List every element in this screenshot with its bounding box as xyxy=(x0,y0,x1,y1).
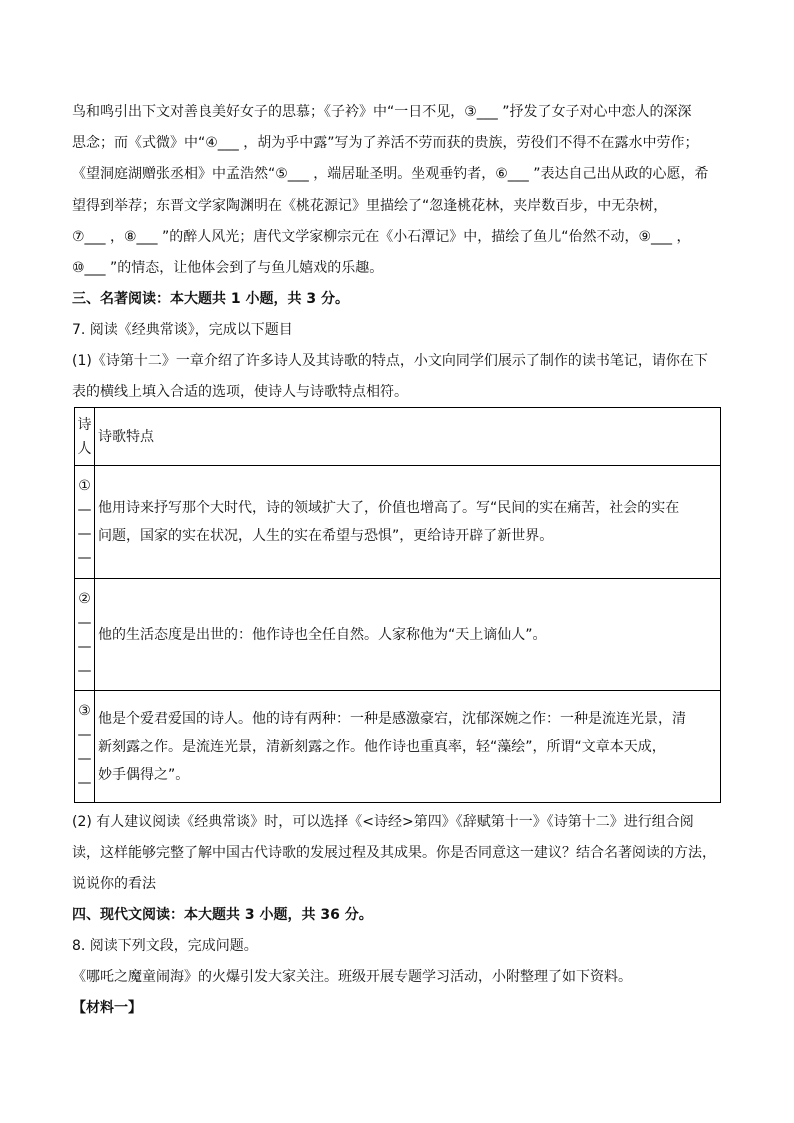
row-marker: ② xyxy=(78,590,91,607)
question-7-part2-line-2: 读，这样能够完整了解中国古代诗歌的发展过程及其成果。你是否同意这一建议？结合名著阅读的方法， xyxy=(72,845,716,861)
blank-line: — xyxy=(77,526,92,542)
feature-header-cell: 诗歌特点 xyxy=(95,408,721,466)
feature-line: 新刻露之作。是流连光景，清新刻露之作。他作诗也重真率，轻“藻绘”，所谓“文章本天成， xyxy=(98,738,666,755)
material-one-label: 【材料一】 xyxy=(72,1000,142,1016)
poet-header-cell xyxy=(75,408,95,466)
question-7-part1-line-2: 表的横线上填入合适的选项，使诗人与诗歌特点相符。 xyxy=(72,384,408,400)
question-7-title: 7. 阅读《经典常谈》，完成以下题目 xyxy=(72,322,293,338)
blank-line: — xyxy=(77,726,92,743)
recitation-line-2: 思念；而《式微》中“④___ ，胡为乎中露”写为了养活不劳而获的贵族，劳役们不得不在露水中劳作； xyxy=(72,135,699,151)
table-row xyxy=(75,579,721,691)
poet-blank-1[interactable] xyxy=(75,466,95,579)
poet-header-char: 诗 xyxy=(77,416,92,433)
feature-line: 他用诗来抒写那个大时代，诗的领域扩大了，价值也增高了。写“民间的实在痛苦，社会的实在 xyxy=(98,500,680,516)
feature-cell xyxy=(95,466,721,579)
section-4-heading: 四、现代文阅读：本大题共 3 小题，共 36 分。 xyxy=(72,907,373,923)
table-row xyxy=(75,691,721,803)
poet-feature-table xyxy=(74,407,721,803)
feature-cell xyxy=(95,579,721,691)
blank-line: — xyxy=(77,774,92,791)
question-8-intro: 《哪吒之魔童闹海》的火爆引发大家关注。班级开展专题学习活动，小附整理了如下资料。 xyxy=(72,969,632,985)
poet-blank-2[interactable] xyxy=(75,579,95,691)
blank-line: — xyxy=(77,662,92,679)
question-7-part1-line-1: (1)《诗第十二》一章介绍了许多诗人及其诗歌的特点，小文向同学们展示了制作的读书笔记，请你在下 xyxy=(72,353,708,369)
feature-line: 问题，国家的实在状况，人生的实在希望与恐惧”，更给诗开辟了新世界。 xyxy=(98,528,554,544)
recitation-line-3: 《望洞庭湖赠张丞相》中孟浩然“⑤___ ，端居耻圣明。坐观垂钓者，⑥___ ”表达自己出从政的心愿，希 xyxy=(72,166,709,182)
row-marker: ① xyxy=(78,478,91,494)
question-7-part2-line-3: 说说你的看法 xyxy=(72,876,156,892)
recitation-line-5: ⑦___ ，⑧___ ”的醉人风光；唐代文学家柳宗元在《小石潭记》中，描绘了鱼儿“佁然不动，⑨___ ， xyxy=(72,229,691,245)
blank-line: — xyxy=(77,750,92,767)
question-8-title: 8. 阅读下列文段，完成问题。 xyxy=(72,938,258,954)
poet-blank-3[interactable] xyxy=(75,691,95,803)
row-marker: ③ xyxy=(78,702,91,719)
blank-line: — xyxy=(77,614,92,631)
blank-line: — xyxy=(77,502,92,518)
feature-line: 妙手偶得之”。 xyxy=(98,766,190,783)
poet-header-char: 人 xyxy=(77,440,92,457)
feature-cell xyxy=(95,691,721,803)
question-7-part2-line-1: (2) 有人建议阅读《经典常谈》时，可以选择《<诗经>第四》《辞赋第十一》《诗第十二》进行组合阅 xyxy=(72,814,694,830)
blank-line: — xyxy=(77,550,92,566)
section-3-heading: 三、名著阅读：本大题共 1 小题，共 3 分。 xyxy=(72,291,349,307)
blank-line: — xyxy=(77,638,92,655)
table-header-row xyxy=(75,408,721,466)
recitation-line-4: 望得到举荐；东晋文学家陶渊明在《桃花源记》里描绘了“忽逢桃花林，夹岸数百步，中无杂树， xyxy=(72,198,668,214)
feature-line: 他是个爱君爱国的诗人。他的诗有两种：一种是感激豪宕，沈郁深婉之作：一种是流连光景，清 xyxy=(98,710,686,727)
table-row xyxy=(75,466,721,579)
recitation-line-6: ⑩___ ”的情态，让他体会到了与鱼儿嬉戏的乐趣。 xyxy=(72,260,384,276)
feature-line: 他的生活态度是出世的：他作诗也全任自然。人家称他为“天上谪仙人”。 xyxy=(98,626,547,643)
recitation-line-1: 鸟和鸣引出下文对善良美好女子的思慕；《子衿》中“一日不见，③___ ”抒发了女子对心中恋人的深深 xyxy=(72,104,692,120)
